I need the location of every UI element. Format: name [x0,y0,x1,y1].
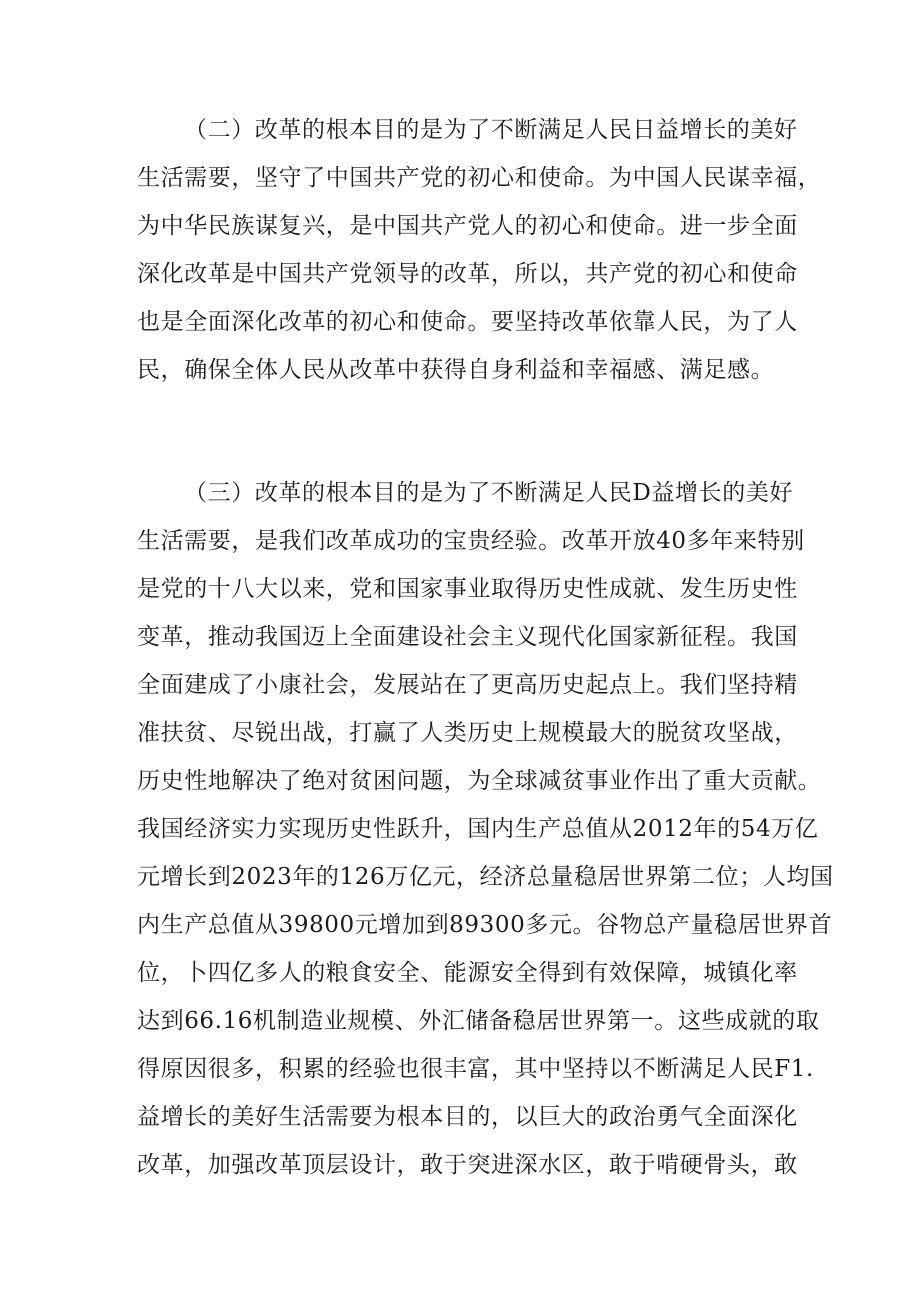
paragraph-line: 改革，加强改革顶层设计，敢于突进深水区，敢于啃硬骨头，敢 [137,1152,798,1178]
paragraph-line: 全面建成了小康社会，发展站在了更高历史起点上。我们坚持精 [137,672,798,698]
paragraph-line: 历史性地解决了绝对贫困问题，为全球减贫事业作出了重大贡献。 [137,768,822,794]
paragraph-line: 变革，推动我国迈上全面建设社会主义现代化国家新征程。我国 [137,624,798,650]
paragraph-line: 是党的十八大以来，党和国家事业取得历史性成就、发生历史性 [137,576,798,602]
paragraph-line: 益增长的美好生活需要为根本目的，以巨大的政治勇气全面深化 [137,1104,798,1130]
paragraph-line: （三）改革的根本目的是为了不断满足人民D益增长的美好 [184,480,794,506]
paragraph-line: 得原因很多，积累的经验也很丰富，其中坚持以不断满足人民F1. [137,1056,814,1082]
paragraph-line: 也是全面深化改革的初心和使命。要坚持改革依靠人民，为了人 [137,309,798,335]
paragraph-line: 为中华民族谋复兴，是中国共产党人的初心和使命。进一步全面 [137,213,798,239]
paragraph-line: 达到66.16机制造业规模、外汇储备稳居世界第一。这些成就的取 [137,1008,820,1034]
paragraph-line: 生活需要，坚守了中国共产党的初心和使命。为中国人民谋幸福， [137,165,822,191]
paragraph-line: 深化改革是中国共产党领导的改革，所以，共产党的初心和使命 [137,261,798,287]
paragraph-line: 我国经济实力实现历史性跃升，国内生产总值从2012年的54万亿 [137,816,819,842]
paragraph-line: （二）改革的根本目的是为了不断满足人民日益增长的美好 [184,117,798,143]
paragraph-line: 准扶贫、尽锐出战，打赢了人类历史上规模最大的脱贫攻坚战， [137,720,798,746]
paragraph-line: 元增长到2023年的126万亿元，经济总量稳居世界第二位；人均国 [137,864,834,890]
paragraph-line: 民，确保全体人民从改革中获得自身利益和幸福感、满足感。 [137,357,775,383]
paragraph-line: 生活需要，是我们改革成功的宝贵经验。改革开放40多年来特别 [137,528,805,554]
paragraph-line: 内生产总值从39800元增加到89300多元。谷物总产量稳居世界首 [137,912,833,938]
paragraph-line: 位，卜四亿多人的粮食安全、能源安全得到有效保障，城镇化率 [137,960,798,986]
